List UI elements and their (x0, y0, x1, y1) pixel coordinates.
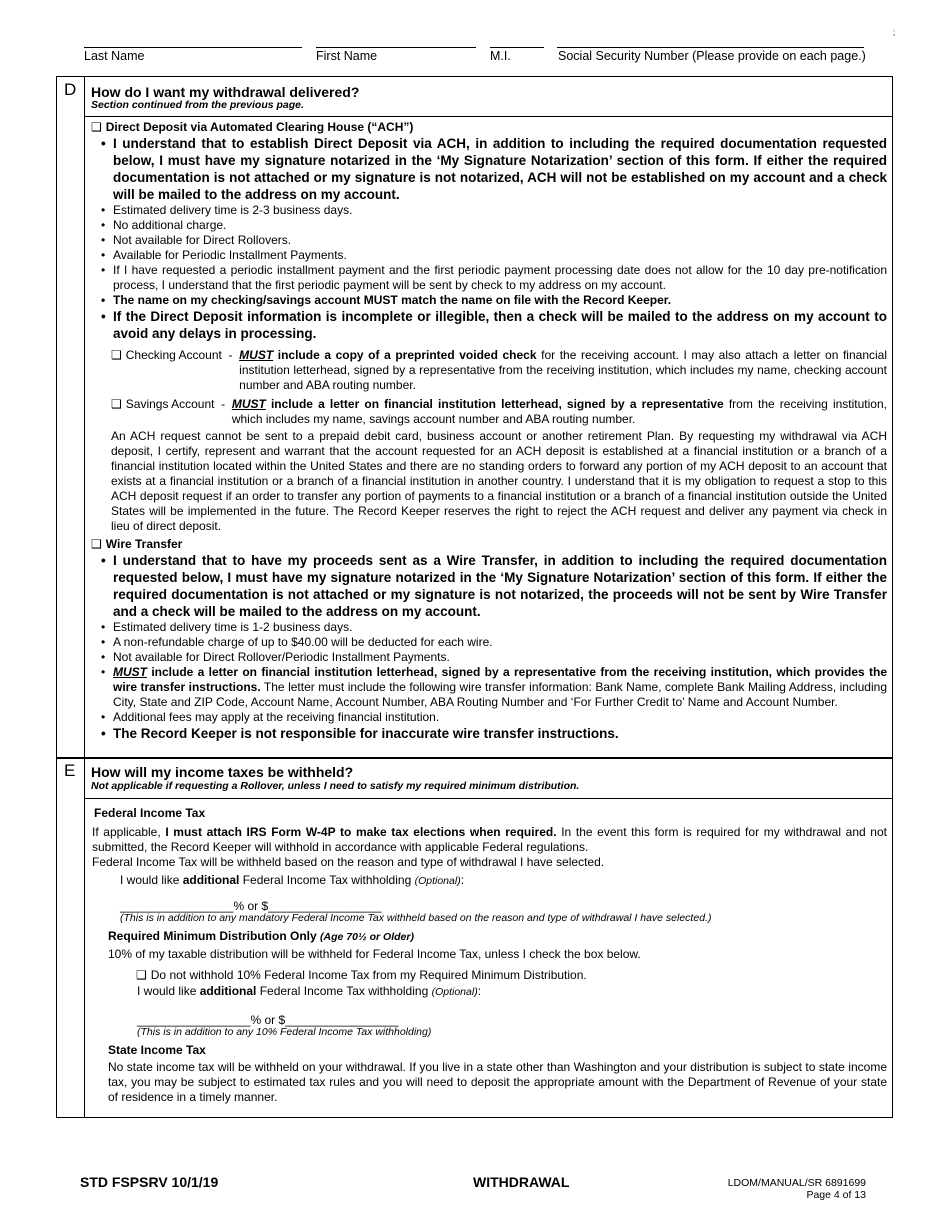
first-name-label: First Name (316, 49, 378, 63)
section-e-header-divider (84, 798, 893, 799)
savings-label: Savings Account - (125, 397, 232, 411)
section-d-content (91, 120, 887, 742)
list-item: • Not available for Direct Rollover/Periodic Installment Payments. (113, 650, 887, 665)
wire-details: The letter must include the following wire transfer information: Bank Name, complete Bank Mailing Address, including City, State and ZIP Code, Account Name, Account Number, ABA Routing Number and ‘For Further Credit to’ Name and Account Number. (113, 680, 887, 709)
federal-tax-paragraph (92, 825, 887, 855)
page-info (728, 1177, 866, 1201)
list-item: • Not available for Direct Rollovers. (113, 233, 887, 248)
rmd-footnote: (This is in addition to any 10% Federal Income Tax withholding) (137, 1026, 432, 1038)
additional-withholding-amount-field[interactable]: _________________% or $_________________ (120, 899, 382, 913)
section-d-title: How do I want my withdrawal delivered? (91, 84, 360, 100)
withholding-footnote: (This is in addition to any mandatory Federal Income Tax withheld based on the reason and type of withdrawal I have selected.) (120, 912, 712, 924)
form-code: LDOM/MANUAL/SR 6891699 (727, 1177, 866, 1189)
additional-text: additional (182, 873, 240, 887)
additional-text: additional (199, 984, 257, 998)
section-divider (56, 757, 893, 759)
must-emphasis: MUST (231, 397, 266, 411)
checking-account-option[interactable] (111, 348, 887, 393)
section-d-header-divider (84, 116, 893, 117)
federal-tax-note: Federal Income Tax will be withheld based on the reason and type of withdrawal I have selected. (92, 855, 605, 869)
additional-withholding-line (120, 873, 887, 889)
list-item: • If the Direct Deposit information is incomplete or illegible, then a check will be mailed to the address on my account to avoid any delays in processing. (113, 308, 887, 342)
wire-label: Wire Transfer (105, 537, 183, 551)
list-item: • The name on my checking/savings account MUST match the name on file with the Record Keeper. (113, 293, 887, 308)
rmd-age-text: (Age 70½ or Older) (320, 931, 414, 943)
section-e-letter: E (64, 761, 76, 780)
state-tax-text: No state income tax will be withheld on your withdrawal. If you live in a state other than Washington and your distribution is subject to state income tax, you may be subject to estimated tax rules and you will need to deposit the appropriate amount with the Department of Revenue of your state of residence in a timely manner. (108, 1060, 887, 1104)
savings-requirement: include a letter on financial institution letterhead, signed by a representative (265, 397, 724, 411)
ach-checkbox[interactable]: ❑ (91, 120, 102, 134)
ach-bullets (91, 135, 887, 342)
section-e-subtitle: Not applicable if requesting a Rollover, unless I need to satisfy my required minimum distribution. (91, 780, 580, 792)
checking-details: for the receiving account. I may also attach a letter on financial institution letterhead, signed by a representative from the receiving institution, which includes my name, checking account number and ABA routing number. (239, 348, 887, 392)
rmd-additional-amount-field[interactable]: _________________% or $_________________ (137, 1013, 399, 1027)
list-item: • Additional fees may apply at the receiving financial institution. (113, 710, 887, 725)
list-item: • A non-refundable charge of up to $40.00 will be deducted for each wire. (113, 635, 887, 650)
mi-label: M.I. (490, 49, 511, 63)
savings-account-option[interactable] (111, 397, 887, 427)
last-name-field[interactable] (84, 47, 302, 48)
must-emphasis: MUST (239, 348, 274, 362)
section-e-title: How will my income taxes be withheld? (91, 764, 354, 780)
wire-bullets (91, 552, 887, 742)
ssn-label: Social Security Number (Please provide on each page.) (558, 49, 866, 63)
federal-tax-title: Federal Income Tax (94, 806, 206, 820)
list-item: • Available for Periodic Installment Payments. (113, 248, 887, 263)
corner-mark: ; (893, 28, 896, 37)
last-name-label: Last Name (84, 49, 145, 63)
ach-label: Direct Deposit via Automated Clearing House (“ACH”) (105, 120, 414, 134)
federal-text-a: If applicable, (92, 825, 166, 839)
wire-requirement: include a letter on financial institution letterhead, signed by a representative from the receiving institution, which provides the wire transfer instructions. (113, 665, 887, 694)
checking-checkbox[interactable]: ❑ (111, 348, 122, 362)
savings-details: from the receiving institution, which includes my name, savings account number and ABA routing number. (231, 397, 887, 426)
mi-field[interactable] (490, 47, 544, 48)
colon-text: : (477, 984, 482, 998)
would-like-text: I would like (120, 873, 183, 887)
list-item: • Estimated delivery time is 2-3 business days. (113, 203, 887, 218)
ach-option[interactable] (91, 120, 887, 135)
optional-text: (Optional) (414, 875, 461, 887)
first-name-field[interactable] (316, 47, 476, 48)
form-id: STD FSPSRV 10/1/19 (80, 1174, 219, 1190)
section-e-content (92, 806, 887, 1105)
list-item: • If I have requested a periodic installment payment and the first periodic payment processing date does not allow for the 10 day pre-notification process, I understand that the first periodic payment will be sent by check to my address on my account. (113, 263, 887, 293)
section-d-letter: D (64, 80, 77, 99)
page-number: Page 4 of 13 (806, 1189, 866, 1201)
must-emphasis: MUST (113, 665, 147, 679)
list-item: • I understand that to have my proceeds sent as a Wire Transfer, in addition to including the required documentation requested below, I must have my signature notarized in the ‘My Signature Notarization’ section of this form. If either the required documentation is not attached or my signature is not notarized, the proceeds will not be sent by Wire Transfer and a check will be mailed to the address on my account. (113, 552, 887, 620)
rmd-text: 10% of my taxable distribution will be withheld for Federal Income Tax, unless I check the box below. (108, 947, 641, 961)
colon-text: : (460, 873, 465, 887)
list-item: • I understand that to establish Direct Deposit via ACH, in addition to including the required documentation requested below, I must have my signature notarized in the ‘My Signature Notarization’ section of this form. If either the required documentation is not attached or my signature is not notarized, ACH will not be established on my account and a check will be mailed to the address on my account. (113, 135, 887, 203)
rmd-title (108, 929, 887, 945)
rmd-title-text: Required Minimum Distribution Only (108, 929, 321, 943)
rmd-opt-out-option[interactable] (136, 968, 887, 983)
ssn-field[interactable] (557, 47, 864, 48)
list-item: • The Record Keeper is not responsible for inaccurate wire transfer instructions. (113, 725, 887, 742)
withholding-text: Federal Income Tax withholding (239, 873, 415, 887)
wire-checkbox[interactable]: ❑ (91, 537, 102, 551)
section-d-subtitle: Section continued from the previous page. (91, 99, 304, 111)
list-item (113, 665, 887, 710)
rmd-checkbox-label: Do not withhold 10% Federal Income Tax from my Required Minimum Distribution. (150, 968, 587, 982)
ach-disclosure-paragraph: An ACH request cannot be sent to a prepaid debit card, business account or another retirement Plan. By requesting my withdrawal via ACH deposit, I certify, represent and warrant that the account requested for an ACH deposit is established at a financial institution or a branch of a financial institution located within the United States and there are no standing orders to forward any portion of my ACH deposit to an account that exists at a financial institution or a branch of a financial institution in another country. I understand that it is my obligation to request a stop to this ACH deposit request if an order to transfer any portion of payments to a financial institution or a branch of a financial institution outside the United States will be implemented in the future. The Record Keeper reserves the right to reject the ACH request and deliver any payment via check in lieu of direct deposit. (111, 429, 887, 533)
form-title: WITHDRAWAL (473, 1174, 570, 1190)
list-item: • No additional charge. (113, 218, 887, 233)
wire-option[interactable] (91, 537, 887, 552)
checking-requirement: include a copy of a preprinted voided check (273, 348, 537, 362)
federal-text-b: I must attach IRS Form W-4P to make tax elections when required. (165, 825, 557, 839)
savings-checkbox[interactable]: ❑ (111, 397, 122, 411)
rmd-additional-line (137, 984, 887, 1000)
list-item: • Estimated delivery time is 1-2 business days. (113, 620, 887, 635)
would-like-text: I would like (137, 984, 200, 998)
checking-label: Checking Account - (125, 348, 240, 362)
federal-text-c: In the event this form is required for my withdrawal and not submitted, the Record Keeper will withhold in accordance with applicable Federal regulations. (92, 825, 887, 854)
state-tax-title: State Income Tax (108, 1043, 206, 1057)
withholding-text: Federal Income Tax withholding (256, 984, 432, 998)
letter-column-divider (84, 77, 85, 1117)
optional-text: (Optional) (431, 986, 478, 998)
rmd-checkbox[interactable]: ❑ (136, 968, 147, 982)
